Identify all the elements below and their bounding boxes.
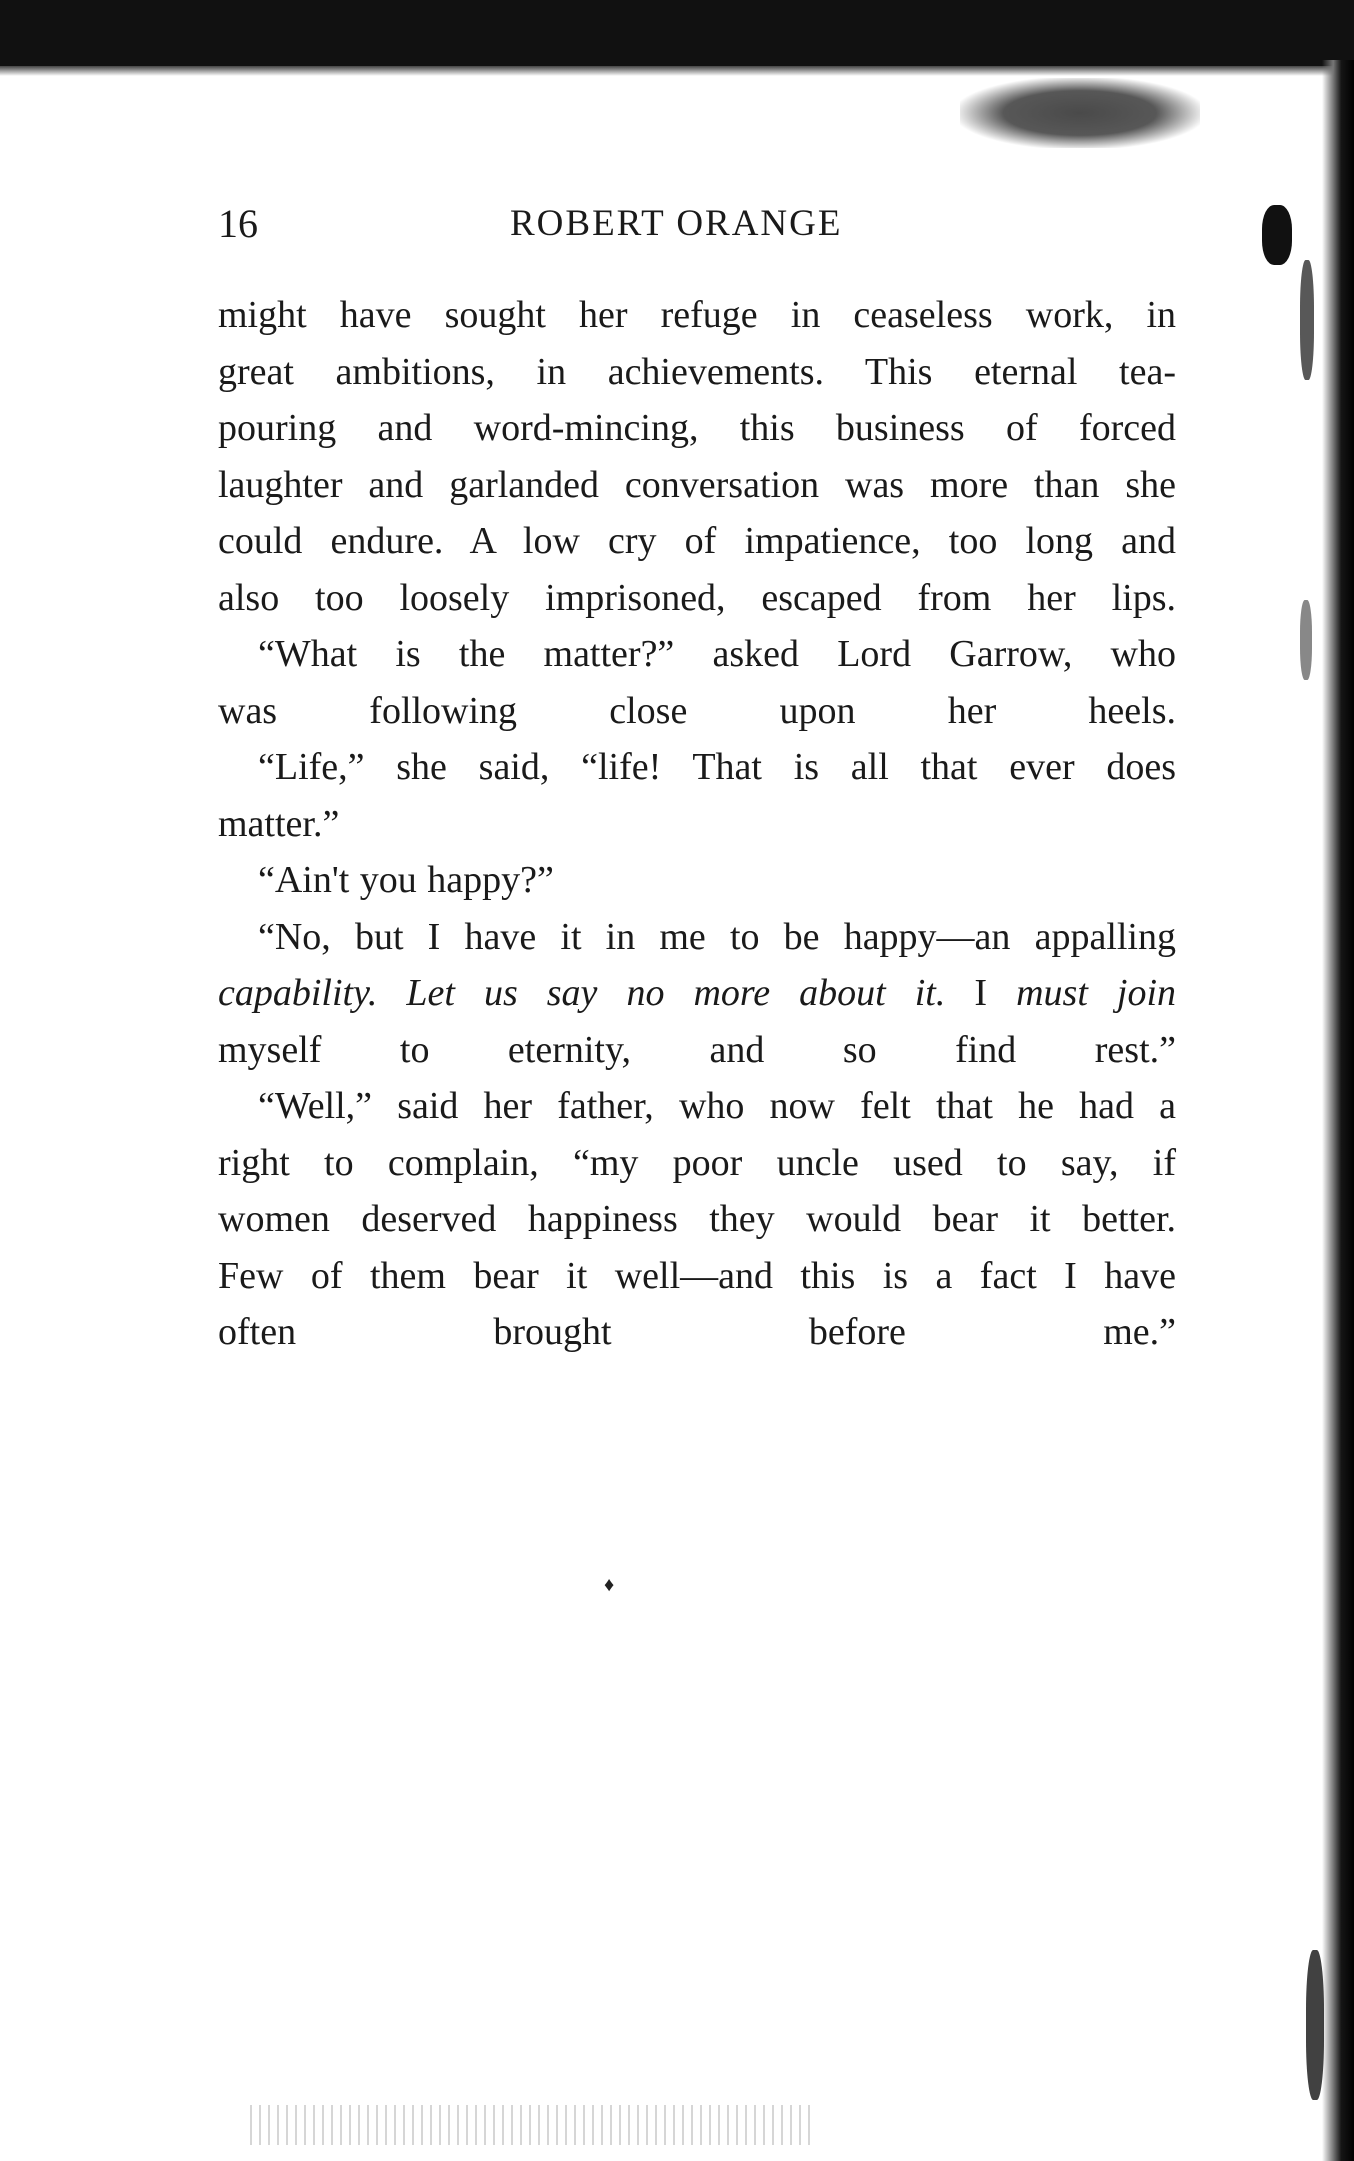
scan-blot [1306,1950,1324,2100]
paragraph [218,909,1176,1079]
text-line: could endure. A low cry of impatience, too long and [218,520,1176,562]
text-line: great ambitions, in achievements. This eternal tea- [218,350,1176,393]
text-line: Few of them bear it well—and this is a fact I have [218,1254,1176,1297]
text-line: “Ain't you happy?” [258,859,554,901]
scan-top-shadow [0,66,1354,76]
text-line: “Life,” she said, “life! That is all that ever does [258,746,1176,788]
text-line: pouring and word-mincing, this business of forced [218,407,1176,449]
text-line: “No, but I have it in me to be happy—an appalling [258,915,1176,958]
scan-blot [1262,205,1292,265]
paragraph [218,287,1176,626]
text-line: might have sought her refuge in ceaseless work, in [218,294,1176,336]
text-line: was following close upon her heels. [218,689,1176,732]
text-line: “Well,” said her father, who now felt that he had a [258,1085,1176,1127]
text-line: laughter and garlanded conversation was more than she [218,463,1176,506]
running-title: ROBERT ORANGE [510,203,843,244]
text-line: also too loosely imprisoned, escaped from her lips. [218,576,1176,619]
text-line: myself to eternity, and so find rest.” [218,1028,1176,1071]
body-text [218,287,1176,1361]
text-line: “What is the matter?” asked Lord Garrow, who [258,633,1176,675]
scan-bottom-speckle [250,2105,810,2145]
paragraph [218,1078,1176,1361]
scan-blot [1300,600,1312,680]
text-line: often brought before me.” [218,1311,1176,1353]
paragraph [218,626,1176,739]
paragraph [218,739,1176,852]
scan-top-border [0,0,1354,66]
ornament-icon: ♦ [604,1574,615,1596]
italic-text: capability. Let us say no more about it. [218,972,946,1014]
text-line: right to complain, “my poor uncle used to say, if [218,1141,1176,1184]
page-header [218,196,1176,252]
italic-text: must join [1016,972,1177,1014]
scan-blot [1300,260,1314,380]
text-line: women deserved happiness they would bear it better. [218,1198,1176,1240]
scan-ink-smudge [960,78,1200,148]
scan-right-edge [1322,60,1354,2161]
text-line: I [974,972,988,1014]
text-line: matter.” [218,802,340,845]
page-number: 16 [218,201,258,246]
paragraph [218,852,1176,909]
